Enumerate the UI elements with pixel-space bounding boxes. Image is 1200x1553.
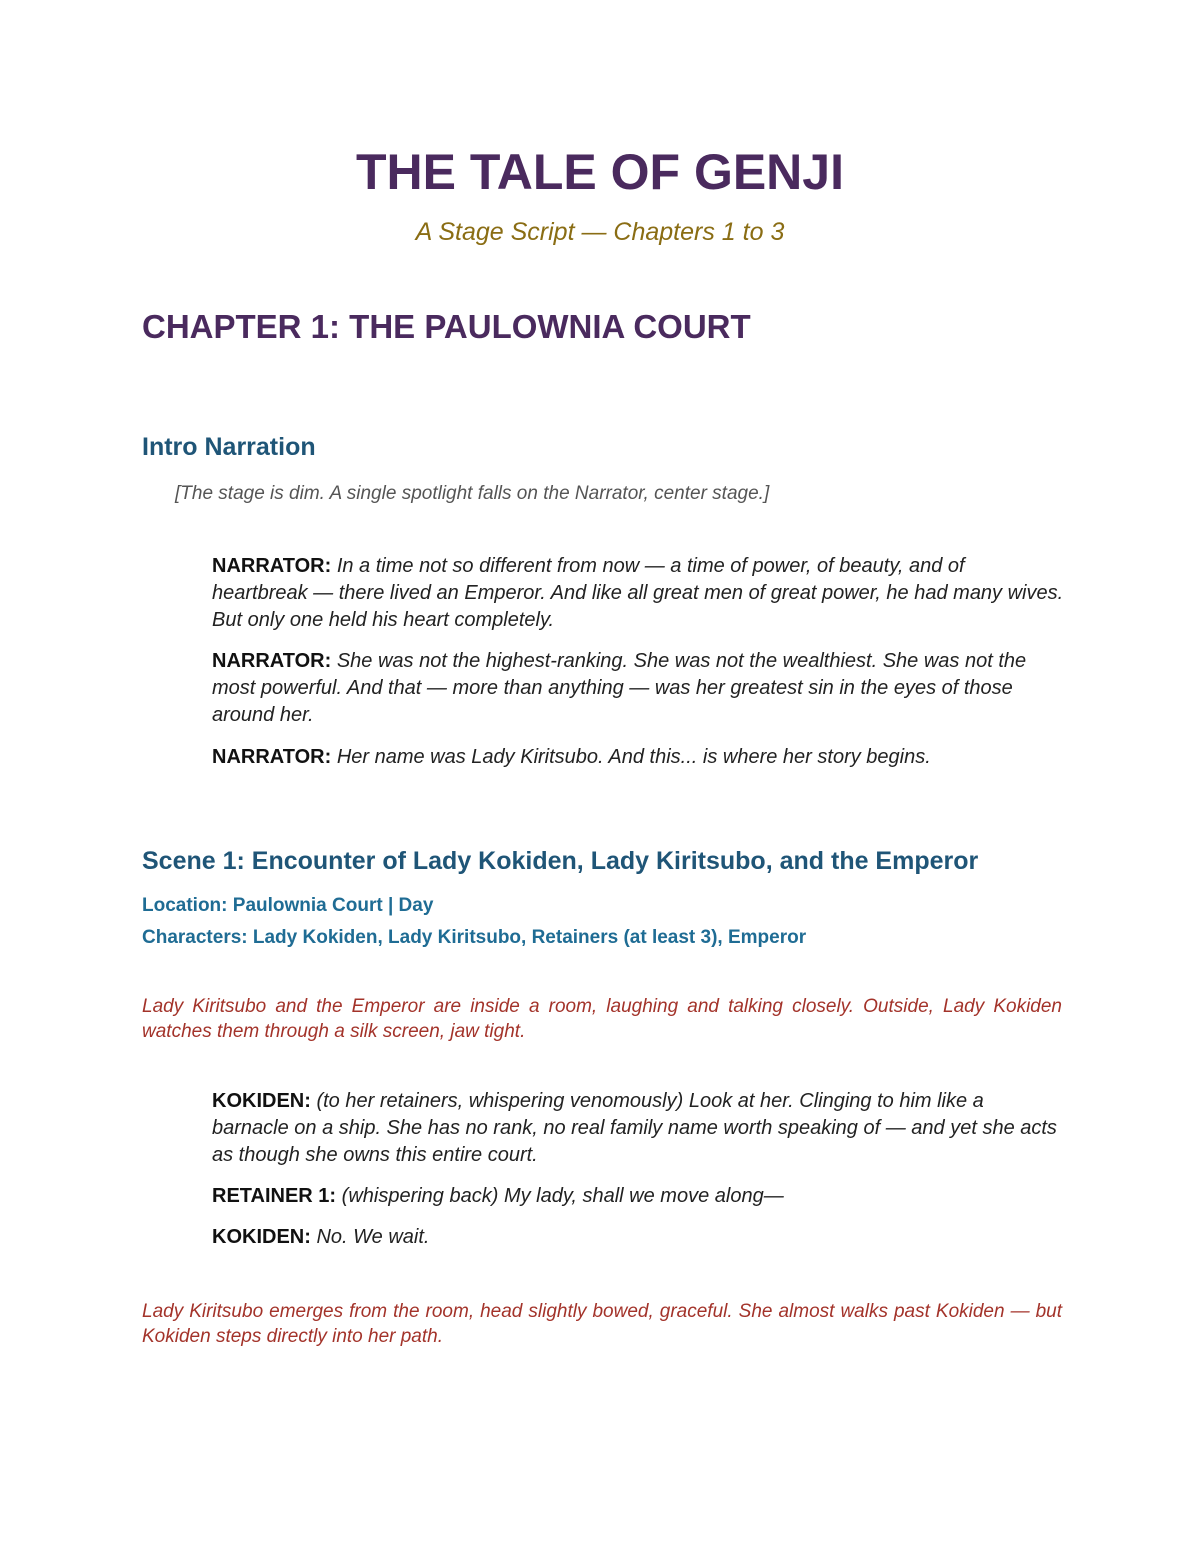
dialogue-text: (to her retainers, whispering venomously) Look at her. Clinging to him like a barnacle on a ship. She has no rank, no real family name worth speaking of — and yet she acts as though she owns this entire court. — [212, 1090, 1057, 1166]
dialogue-line — [212, 744, 1064, 771]
speaker-name: KOKIDEN: — [212, 1090, 311, 1112]
intro-narration-heading: Intro Narration — [142, 433, 316, 461]
scene-characters: Characters: Lady Kokiden, Lady Kiritsubo, Retainers (at least 3), Emperor — [142, 927, 807, 948]
speaker-name: KOKIDEN: — [212, 1226, 311, 1248]
speaker-name: NARRATOR: — [212, 650, 332, 672]
intro-stage-direction: [The stage is dim. A single spotlight falls on the Narrator, center stage.] — [175, 483, 770, 504]
dialogue-line — [212, 648, 1064, 729]
dialogue-line — [212, 1088, 1064, 1169]
speaker-name: NARRATOR: — [212, 555, 332, 577]
dialogue-text: She was not the highest-ranking. She was not the wealthiest. She was not the most powerful. And that — more than anything — was her greatest sin in the eyes of those around her. — [212, 650, 1027, 726]
dialogue-text: Her name was Lady Kiritsubo. And this... is where her story begins. — [336, 746, 931, 768]
scene-1-heading: Scene 1: Encounter of Lady Kokiden, Lady Kiritsubo, and the Emperor — [142, 847, 979, 875]
dialogue-text: (whispering back) My lady, shall we move along— — [341, 1185, 784, 1207]
speaker-name: NARRATOR: — [212, 746, 332, 768]
dialogue-line — [212, 1224, 1064, 1251]
document-title: THE TALE OF GENJI — [356, 144, 844, 200]
scene-stage-direction: Lady Kiritsubo emerges from the room, head slightly bowed, graceful. She almost walks past Kokiden — but Kokiden steps directly into her path. — [142, 1301, 1062, 1347]
dialogue-line — [212, 1183, 1064, 1210]
dialogue-text: In a time not so different from now — a time of power, of beauty, and of heartbreak — there lived an Emperor. And like all great men of great power, he had many wives. But only one held his heart completely. — [212, 555, 1064, 631]
scene-stage-direction: Lady Kiritsubo and the Emperor are inside a room, laughing and talking closely. Outside, Lady Kokiden watches them through a silk screen, jaw tight. — [142, 996, 1062, 1042]
document-subtitle: A Stage Script — Chapters 1 to 3 — [415, 218, 785, 246]
speaker-name: RETAINER 1: — [212, 1185, 337, 1207]
dialogue-text: No. We wait. — [316, 1226, 430, 1248]
chapter-heading: CHAPTER 1: THE PAULOWNIA COURT — [142, 308, 751, 345]
scene-location: Location: Paulownia Court | Day — [142, 895, 434, 916]
dialogue-line — [212, 553, 1064, 634]
